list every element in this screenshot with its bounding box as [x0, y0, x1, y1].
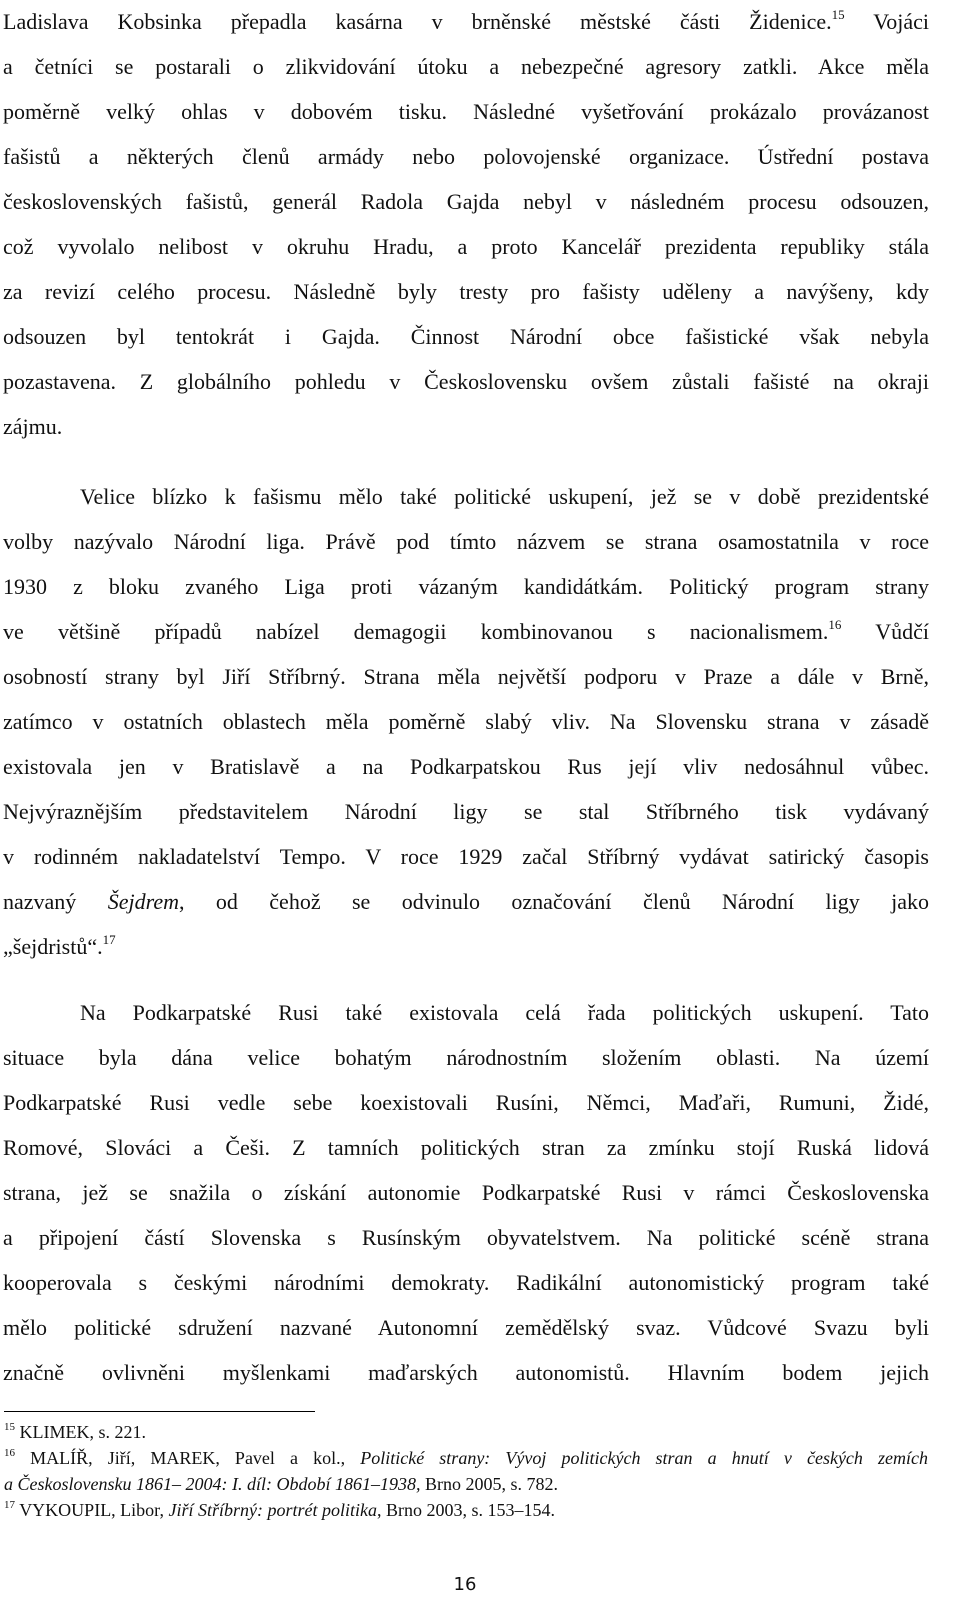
footnote-17: $^{17}$ VYKOUPIL, Libor, Jiří Stříbrný: portrét politika, Brno 2003, s. 153–154.: [4, 1499, 555, 1520]
body-line: poměrně velký ohlas v dobovém tisku. Následné vyšetřování prokázalo provázanost: [3, 99, 929, 124]
body-line: ve většině případů nabízel demagogii kombinovanou s nacionalismem.$^{16}$ Vůdčí: [3, 617, 929, 644]
body-line: zájmu.: [3, 414, 63, 439]
body-line: odsouzen byl tentokrát i Gajda. Činnost Národní obce fašistické však nebyla: [3, 324, 929, 349]
body-line: a připojení částí Slovenska s Rusínským obyvatelstvem. Na politické scéně strana: [3, 1225, 929, 1250]
body-line: a četníci se postarali o zlikvidování útoku a nebezpečné agresory zatkli. Akce měla: [3, 54, 929, 79]
body-line: značně ovlivněni myšlenkami maďarských autonomistů. Hlavním bodem jejich: [3, 1360, 929, 1385]
body-line: za revizí celého procesu. Následně byly tresty pro fašisty uděleny a navýšeny, kdy: [3, 279, 929, 304]
body-line: Velice blízko k fašismu mělo také politické uskupení, jež se v době prezidentské: [80, 484, 929, 509]
body-line: kooperovala s českými národními demokraty. Radikální autonomistický program také: [3, 1270, 929, 1295]
footnote-16: $^{16}$ MALÍŘ, Jiří, MAREK, Pavel a kol., Politické strany: Vývoj politických stran a hnutí v českých zemích: [4, 1447, 929, 1468]
body-line: situace byla dána velice bohatým národnostním složením oblasti. Na území: [3, 1045, 929, 1070]
body-line: zatímco v ostatních oblastech měla poměrně slabý vliv. Na Slovensku strana v zásadě: [3, 709, 929, 734]
footnote-marker: 16: [828, 617, 842, 632]
body-line: nazvaný Šejdrem, od čehož se odvinulo označování členů Národní ligy jako: [3, 889, 929, 914]
footnote-16-continued: a Československu 1861– 2004: I. díl: Období 1861–1938, Brno 2005, s. 782.: [4, 1474, 558, 1494]
footnote-15: $^{15}$ KLIMEK, s. 221.: [4, 1421, 146, 1442]
footnote-separator: [4, 1411, 315, 1412]
body-line: Ladislava Kobsinka přepadla kasárna v brněnské městské části Židenice.$^{15}$ Vojáci: [3, 7, 929, 34]
body-line: Podkarpatské Rusi vedle sebe koexistovali Rusíni, Němci, Maďaři, Rumuni, Židé,: [3, 1090, 929, 1115]
body-line: strana, jež se snažila o získání autonomie Podkarpatské Rusi v rámci Československa: [3, 1180, 929, 1205]
magazine-title: Šejdrem: [107, 889, 179, 914]
footnote-marker: 15: [831, 7, 845, 22]
body-line: fašistů a některých členů armády nebo polovojenské organizace. Ústřední postava: [3, 144, 929, 169]
body-line: československých fašistů, generál Radola Gajda nebyl v následném procesu odsouzen,: [3, 189, 929, 214]
body-line: Romové, Slováci a Češi. Z tamních politických stran za zmínku stojí Ruská lidová: [3, 1135, 929, 1160]
body-line: Nejvýraznějším představitelem Národní ligy se stal Stříbrného tisk vydávaný: [3, 799, 929, 824]
body-line: existovala jen v Bratislavě a na Podkarpatskou Rus její vliv nedosáhnul vůbec.: [3, 754, 929, 779]
footnote-marker: 17: [102, 932, 116, 947]
body-line: mělo politické sdružení nazvané Autonomní zemědělský svaz. Vůdcové Svazu byli: [3, 1315, 929, 1340]
page-number: 16: [453, 1574, 477, 1595]
body-line: což vyvolalo nelibost v okruhu Hradu, a proto Kancelář prezidenta republiky stála: [3, 234, 929, 259]
body-line: 1930 z bloku zvaného Liga proti vázaným kandidátkám. Politický program strany: [3, 574, 929, 599]
body-line: osobností strany byl Jiří Stříbrný. Strana měla největší podporu v Praze a dále v Brně,: [3, 664, 929, 689]
body-line: Na Podkarpatské Rusi také existovala celá řada politických uskupení. Tato: [80, 1000, 929, 1025]
body-line: volby nazývalo Národní liga. Právě pod tímto názvem se strana osamostatnila v roce: [3, 529, 929, 554]
body-line: v rodinném nakladatelství Tempo. V roce 1929 začal Stříbrný vydávat satirický časopis: [3, 844, 929, 869]
body-line: pozastavena. Z globálního pohledu v Československu ovšem zůstali fašisté na okraji: [3, 369, 929, 394]
body-line: „šejdristů“.$^{17}$: [3, 932, 116, 959]
